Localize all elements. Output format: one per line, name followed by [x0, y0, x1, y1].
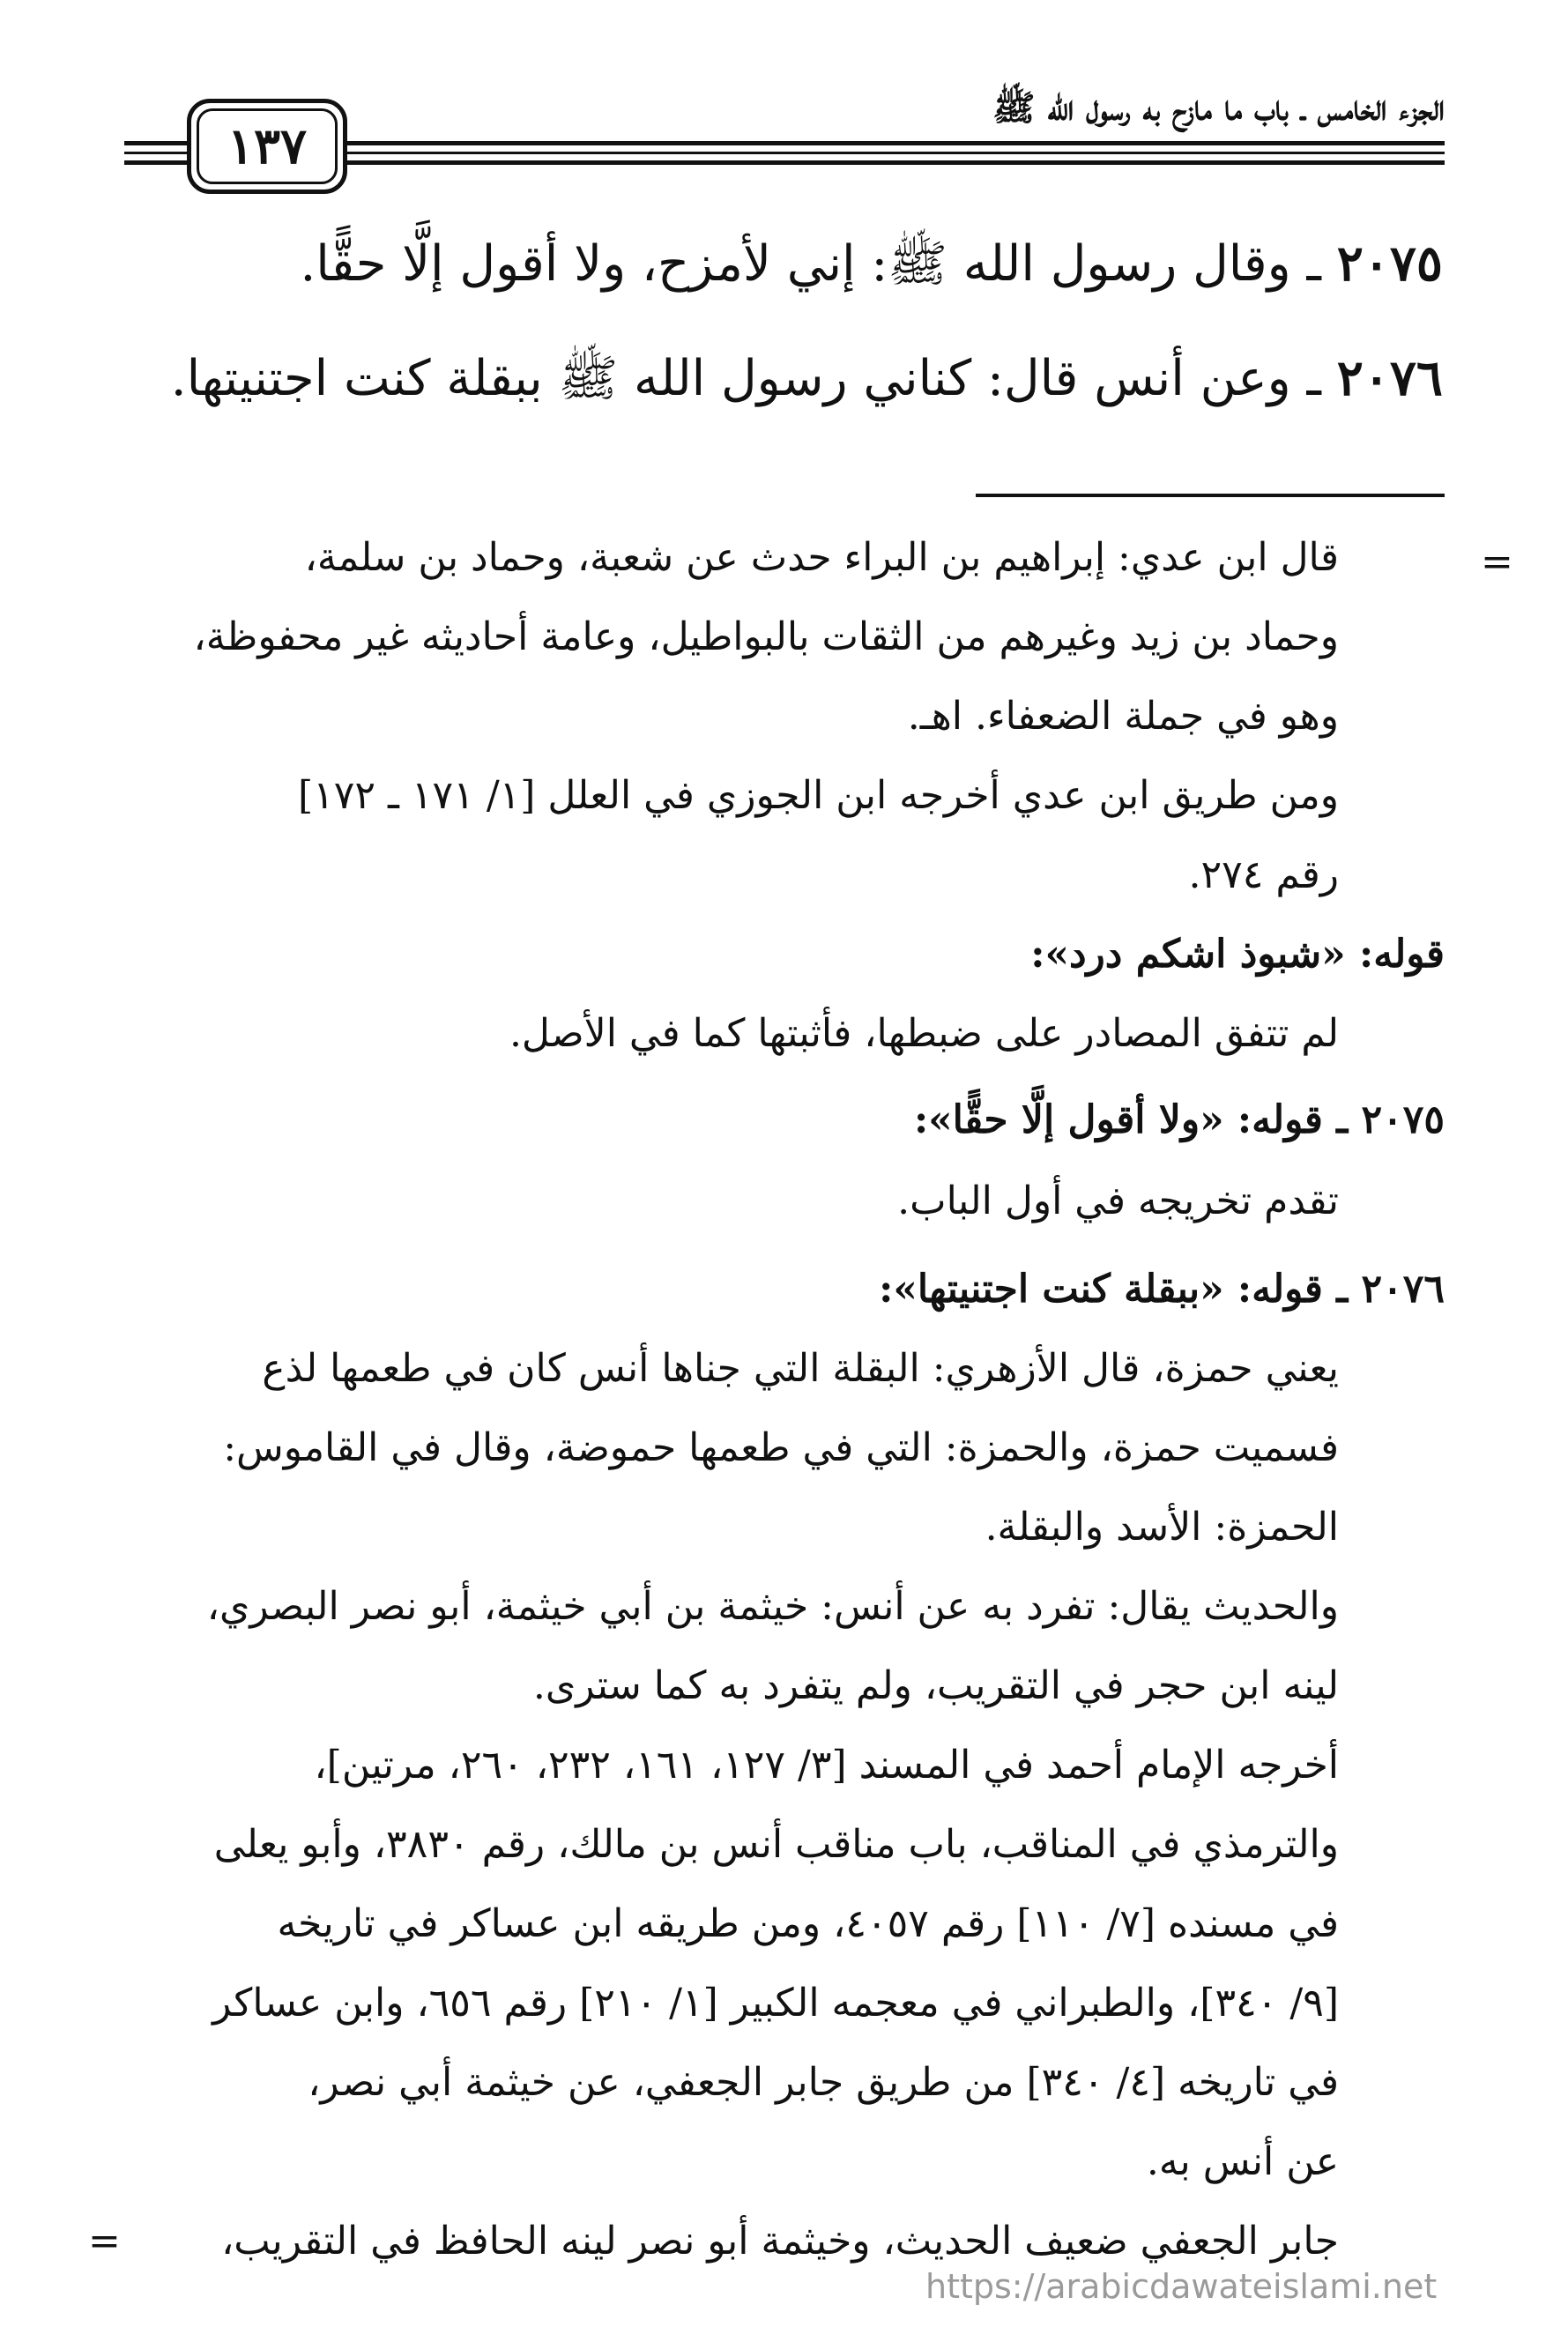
- footnote-line: عن أنس به.: [1146, 2139, 1339, 2184]
- hadith-2075: [103, 234, 1443, 305]
- footnote-line: لم تتفق المصادر على ضبطها، فأثبتها كما في الأصل.: [509, 1011, 1339, 1056]
- hadith-text: ـ وعن أنس قال: كناني رسول الله ﷺ ببقلة كنت اجتنيتها.: [170, 350, 1321, 407]
- footnote-line: وحماد بن زيد وغيرهم من الثقات بالبواطيل، وعامة أحاديثه غير محفوظة،: [193, 614, 1339, 659]
- watermark-url: https://arabicdawateislami.net: [925, 2267, 1438, 2306]
- footnote-line: تقدم تخريجه في أول الباب.: [897, 1178, 1339, 1223]
- footnote-line: أخرجه الإمام أحمد في المسند [٣/ ١٢٧، ١٦١، ٢٣٢، ٢٦٠، مرتين]،: [314, 1743, 1339, 1788]
- footnote-line: قال ابن عدي: إبراهيم بن البراء حدث عن شعبة، وحماد بن سلمة،: [304, 535, 1339, 580]
- footnote-line: وهو في جملة الضعفاء. اهـ.: [907, 694, 1339, 739]
- hadith-number: ٢٠٧٥: [1336, 234, 1443, 293]
- footnote-heading: قوله: «شبوذ اشكم درد»:: [1030, 932, 1445, 977]
- footnote-heading-2075: ٢٠٧٥ ـ قوله: «ولا أقول إلَّا حقًّا»:: [913, 1097, 1445, 1142]
- footnote-line: لينه ابن حجر في التقريب، ولم يتفرد به كما سترى.: [532, 1663, 1339, 1708]
- continuation-mark-bottom: =: [88, 2219, 121, 2264]
- footnote-line: في تاريخه [٤/ ٣٤٠] من طريق جابر الجعفي، عن خيثمة أبي نصر،: [308, 2060, 1339, 2105]
- continuation-mark-top: =: [1481, 539, 1513, 584]
- hadith-2076: [103, 348, 1443, 420]
- footnote-line: يعني حمزة، قال الأزهري: البقلة التي جناها أنس كان في طعمها لذع: [262, 1346, 1339, 1391]
- footnote-line: في مسنده [٧/ ١١٠] رقم ٤٠٥٧، ومن طريقه ابن عساكر في تاريخه: [277, 1901, 1339, 1946]
- page-number: ١٣٧: [197, 108, 338, 184]
- footnote-divider: [976, 494, 1445, 497]
- footnote-line: جابر الجعفي ضعيف الحديث، وخيثمة أبو نصر لينه الحافظ في التقريب،: [221, 2219, 1339, 2264]
- footnote-line: والترمذي في المناقب، باب مناقب أنس بن مالك، رقم ٣٨٣٠، وأبو يعلى: [213, 1822, 1339, 1867]
- footnote-line: رقم ٢٧٤.: [1188, 852, 1339, 897]
- page-number-frame: [187, 99, 347, 194]
- footnote-line: ومن طريق ابن عدي أخرجه ابن الجوزي في العلل [١/ ١٧١ ـ ١٧٢]: [297, 773, 1339, 818]
- footnote-line: [٩/ ٣٤٠]، والطبراني في معجمه الكبير [١/ ٢١٠] رقم ٦٥٦، وابن عساكر: [212, 1981, 1339, 2026]
- hadith-number: ٢٠٧٦: [1336, 349, 1443, 407]
- footnote-line: الحمزة: الأسد والبقلة.: [985, 1505, 1339, 1550]
- footnote-line: فسميت حمزة، والحمزة: التي في طعمها حموضة، وقال في القاموس:: [223, 1425, 1339, 1470]
- footnote-line: والحديث يقال: تفرد به عن أنس: خيثمة بن أبي خيثمة، أبو نصر البصري،: [206, 1584, 1339, 1629]
- footnote-heading-2076: ٢٠٧٦ ـ قوله: «ببقلة كنت اجتنيتها»:: [879, 1267, 1445, 1312]
- hadith-text: ـ وقال رسول الله ﷺ: إني لأمزح، ولا أقول إلَّا حقًّا.: [300, 235, 1321, 293]
- running-title: الجزء الخامس ـ باب ما مازح به رسول الله ﷺ: [992, 87, 1445, 129]
